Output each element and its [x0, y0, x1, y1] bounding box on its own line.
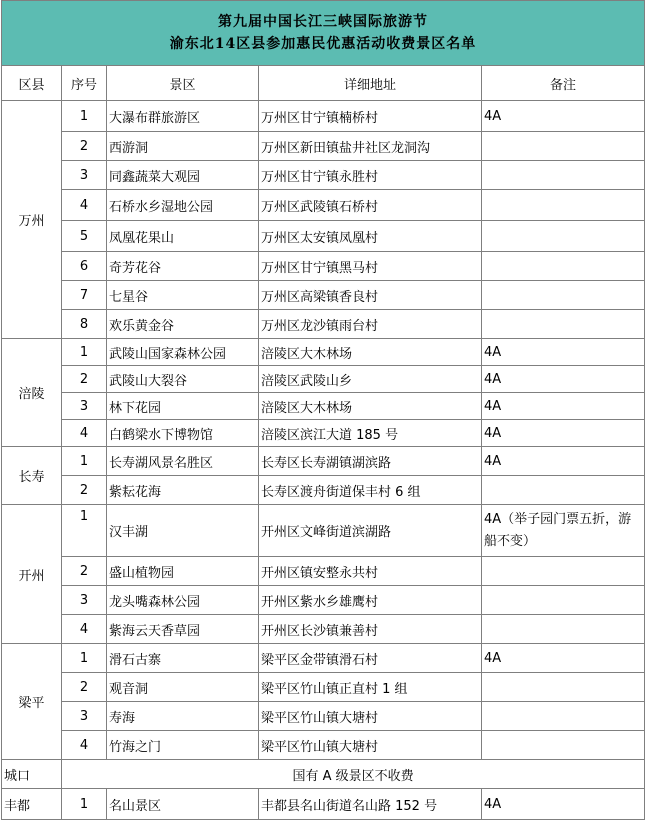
row-index: 2: [62, 673, 107, 702]
site-note: 4A: [482, 447, 645, 476]
row-index: 1: [62, 101, 107, 132]
header-site: 景区: [107, 66, 259, 101]
site-note: [482, 731, 645, 760]
table-row: [2, 420, 645, 447]
site-address: 长寿区长寿湖镇湖滨路: [259, 447, 482, 476]
table-row: [2, 366, 645, 393]
row-index: 1: [62, 339, 107, 366]
table-row: [2, 447, 645, 476]
header-index: 序号: [62, 66, 107, 101]
region-fuling: 涪陵: [2, 339, 62, 447]
table-row: [2, 190, 645, 221]
site-note: 4A: [482, 393, 645, 420]
table-row: [2, 310, 645, 339]
title-row: [2, 1, 645, 66]
site-name: 武陵山国家森林公园: [107, 339, 259, 366]
site-name: 石桥水乡湿地公园: [107, 190, 259, 221]
header-region: 区县: [2, 66, 62, 101]
site-name: 竹海之门: [107, 731, 259, 760]
site-note: 4A: [482, 101, 645, 132]
region-kaizhou: 开州: [2, 505, 62, 644]
row-index: 3: [62, 586, 107, 615]
site-address: 万州区龙沙镇雨台村: [259, 310, 482, 339]
site-note: 4A: [482, 789, 645, 820]
row-index: 3: [62, 161, 107, 190]
title-line-2: 渝东北14区县参加惠民优惠活动收费景区名单: [169, 36, 477, 52]
row-index: 2: [62, 557, 107, 586]
row-index: 3: [62, 702, 107, 731]
region-liangping: 梁平: [2, 644, 62, 760]
site-name: 同鑫蔬菜大观园: [107, 161, 259, 190]
site-note: [482, 310, 645, 339]
site-address: 涪陵区大木林场: [259, 393, 482, 420]
site-address: 万州区甘宁镇楠桥村: [259, 101, 482, 132]
row-index: 6: [62, 252, 107, 281]
row-index: 1: [62, 447, 107, 476]
table-row: [2, 393, 645, 420]
table-row: [2, 476, 645, 505]
site-name: 长寿湖风景名胜区: [107, 447, 259, 476]
site-name: 盛山植物园: [107, 557, 259, 586]
site-address: 长寿区渡舟街道保丰村 6 组: [259, 476, 482, 505]
region-changshou: 长寿: [2, 447, 62, 505]
site-address: 梁平区竹山镇大塘村: [259, 731, 482, 760]
site-note: [482, 615, 645, 644]
site-address: 梁平区金带镇滑石村: [259, 644, 482, 673]
site-address: 开州区紫水乡雄鹰村: [259, 586, 482, 615]
site-note: [482, 221, 645, 252]
table-row: [2, 252, 645, 281]
site-note: 4A: [482, 420, 645, 447]
site-address: 万州区甘宁镇永胜村: [259, 161, 482, 190]
site-name: 林下花园: [107, 393, 259, 420]
table-row: [2, 673, 645, 702]
row-index: 2: [62, 132, 107, 161]
row-index: 1: [62, 644, 107, 673]
row-index: 2: [62, 366, 107, 393]
table-row: [2, 281, 645, 310]
site-name: 凤凰花果山: [107, 221, 259, 252]
site-address: 丰都县名山街道名山路 152 号: [259, 789, 482, 820]
title-cell: [2, 1, 645, 66]
header-note: 备注: [482, 66, 645, 101]
site-address: 万州区甘宁镇黑马村: [259, 252, 482, 281]
site-name: 滑石古寨: [107, 644, 259, 673]
row-index: 2: [62, 476, 107, 505]
row-index: 4: [62, 731, 107, 760]
site-name: 七星谷: [107, 281, 259, 310]
site-address: 涪陵区大木林场: [259, 339, 482, 366]
site-note: [482, 252, 645, 281]
row-index: 5: [62, 221, 107, 252]
site-address: 万州区新田镇盐井社区龙洞沟: [259, 132, 482, 161]
site-address: 开州区文峰街道滨湖路: [259, 505, 482, 557]
site-note: 4A: [482, 644, 645, 673]
site-name: 龙头嘴森林公园: [107, 586, 259, 615]
table-row: [2, 557, 645, 586]
site-address: 开州区镇安整永共村: [259, 557, 482, 586]
table-row: [2, 101, 645, 132]
row-index: 4: [62, 420, 107, 447]
row-index: 4: [62, 190, 107, 221]
site-name: 白鹤梁水下博物馆: [107, 420, 259, 447]
site-note: [482, 586, 645, 615]
site-note: [482, 161, 645, 190]
site-name: 名山景区: [107, 789, 259, 820]
table-row: [2, 789, 645, 820]
site-note: 4A: [482, 339, 645, 366]
region-wanzhou: 万州: [2, 101, 62, 339]
site-name: 武陵山大裂谷: [107, 366, 259, 393]
site-name: 紫海云天香草园: [107, 615, 259, 644]
site-address: 开州区长沙镇兼善村: [259, 615, 482, 644]
site-address: 涪陵区武陵山乡: [259, 366, 482, 393]
site-name: 西游洞: [107, 132, 259, 161]
table-row: [2, 702, 645, 731]
header-address: 详细地址: [259, 66, 482, 101]
site-note: [482, 557, 645, 586]
site-name: 奇芳花谷: [107, 252, 259, 281]
site-address: 梁平区竹山镇大塘村: [259, 702, 482, 731]
row-index: 7: [62, 281, 107, 310]
site-name: 紫耘花海: [107, 476, 259, 505]
region-chengkou: 城口: [2, 760, 62, 789]
table-row: [2, 132, 645, 161]
title-line-1: 第九届中国长江三峡国际旅游节: [218, 14, 429, 30]
row-index: 3: [62, 393, 107, 420]
site-note: 4A: [482, 366, 645, 393]
site-note: [482, 132, 645, 161]
site-note: [482, 673, 645, 702]
table-row: [2, 731, 645, 760]
site-address: 万州区武陵镇石桥村: [259, 190, 482, 221]
table-row: [2, 505, 645, 557]
scenic-spot-table: [1, 0, 645, 820]
site-address: 万州区高梁镇香良村: [259, 281, 482, 310]
table-row: [2, 615, 645, 644]
site-name: 欢乐黄金谷: [107, 310, 259, 339]
chengkou-message: 国有 A 级景区不收费: [62, 760, 645, 789]
table-row: [2, 586, 645, 615]
site-name: 观音洞: [107, 673, 259, 702]
table-row: [2, 644, 645, 673]
site-note: [482, 281, 645, 310]
site-address: 涪陵区滨江大道 185 号: [259, 420, 482, 447]
table-row: [2, 221, 645, 252]
table-row: [2, 339, 645, 366]
site-note: 4A（举子园门票五折，游船不变）: [482, 505, 645, 557]
row-index: 4: [62, 615, 107, 644]
table-row: [2, 161, 645, 190]
row-index: 1: [62, 789, 107, 820]
site-name: 汉丰湖: [107, 505, 259, 557]
site-name: 大瀑布群旅游区: [107, 101, 259, 132]
site-address: 万州区太安镇凤凰村: [259, 221, 482, 252]
site-note: [482, 476, 645, 505]
site-note: [482, 190, 645, 221]
row-index: 1: [62, 505, 107, 557]
region-fengdu: 丰都: [2, 789, 62, 820]
table-row: [2, 760, 645, 789]
row-index: 8: [62, 310, 107, 339]
site-address: 梁平区竹山镇正直村 1 组: [259, 673, 482, 702]
header-row: [2, 66, 645, 101]
site-note: [482, 702, 645, 731]
site-name: 寿海: [107, 702, 259, 731]
